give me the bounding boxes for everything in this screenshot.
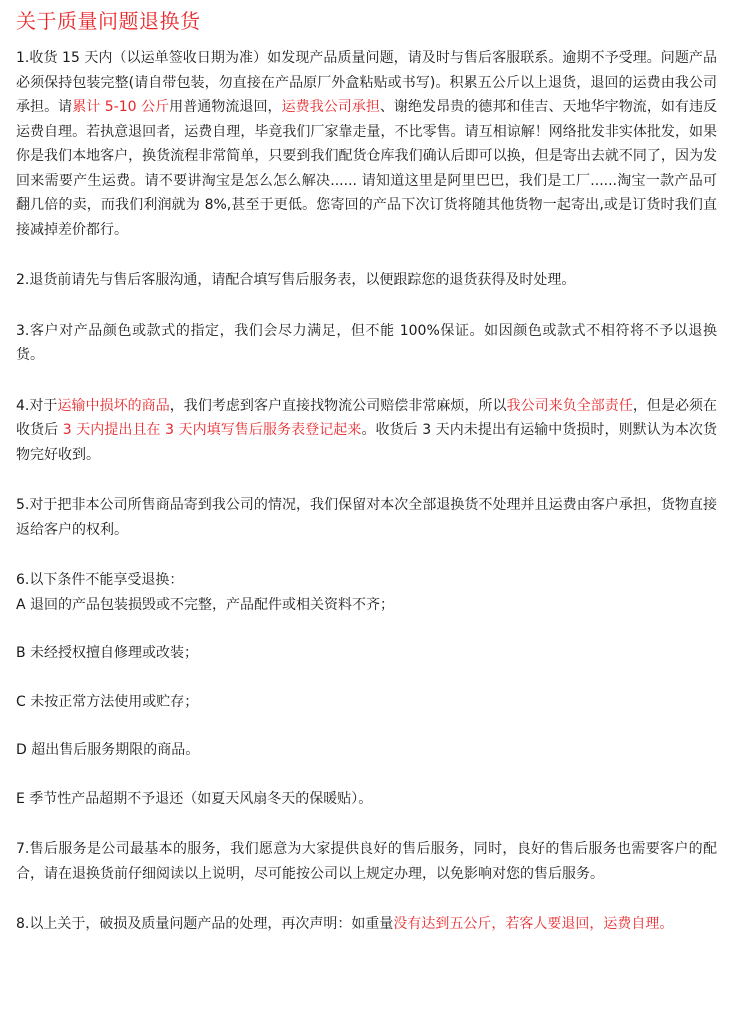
clause-6-item-a: A 退回的产品包装损毁或不完整，产品配件或相关资料不齐；: [16, 596, 395, 613]
spacer: [16, 617, 717, 641]
clause-1: [16, 46, 717, 242]
clause-6-heading: 6.以下条件不能享受退换：: [16, 572, 184, 588]
clause-5: 5.对于把非本公司所售商品寄到我公司的情况，我们保留对本次全部退换货不处理并且运费由客户承担，货物直接返给客户的权利。: [16, 497, 717, 538]
clause-6-item-d: D 超出售后服务期限的商品。: [16, 742, 200, 758]
clause-1-text-a: 1.收货 15 天内（以运单签收日期为准）如发现产品质量问题，请及时与售后客服联系。逾期不予受理。问题产品必须保持包装完整(请自带包装，勿直接在产品原厂外盒粘贴或书写)。积累五公斤以上退货，退回的运费由我公司承担。请: [16, 50, 717, 115]
clause-4-text-c: ，但是必须在收货后: [16, 397, 718, 438]
spacer: [16, 293, 717, 319]
clause-4-highlight-deadline: 3 天内提出且在 3 天内填写售后服务表登记起来: [62, 422, 362, 438]
clause-8: [16, 912, 717, 937]
spacer: [16, 467, 717, 493]
spacer: [16, 368, 717, 394]
clause-6-item-c: C 未按正常方法使用或贮存；: [16, 693, 199, 710]
clause-2: 2.退货前请先与售后客服沟通，请配合填写售后服务表，以便跟踪您的退货获得及时处理。: [16, 272, 576, 288]
spacer: [16, 763, 717, 787]
clause-1-text-b: 用普通物流退回，: [169, 99, 282, 115]
clause-1-text-c: 、谢绝发昂贵的德邦和佳吉、天地华宇物流，如有违反运费自理。若执意退回者，运费自理，毕竟我们厂家靠走量，不比零售。请互相谅解！网络批发非实体批发，如果你是我们本地客户，换货流程非常简单，只要到我们配货仓库我们确认后即可以换，但是寄出去就不同了，因为发回来需要产生运费。请不要讲淘宝是怎么怎么解决...... 请知道这里是阿里巴巴，我们是工厂......淘宝一款产品可翻几倍的卖，而我们利润就为 8%,甚至于更低。您寄回的产品下次订货将随其他货物一起寄出,或是订货时我们直接减掉差价都行。: [16, 99, 718, 238]
clause-4-text-a: 4.对于: [16, 397, 58, 414]
spacer: [16, 542, 717, 568]
spacer: [16, 714, 717, 738]
clause-4-text-b: ，我们考虑到客户直接找物流公司赔偿非常麻烦，所以: [169, 397, 507, 414]
clause-7: 7.售后服务是公司最基本的服务，我们愿意为大家提供良好的售后服务，同时，良好的售后服务也需要客户的配合，请在退换货前仔细阅读以上说明，尽可能按公司以上规定办理，以免影响对您的售后服务。: [16, 841, 717, 882]
clause-4-highlight-damaged: 运输中损坏的商品: [57, 397, 170, 414]
clause-4: [16, 394, 717, 468]
clause-6-item-b: B 未经授权擅自修理或改装；: [16, 645, 199, 661]
spacer: [16, 666, 717, 690]
page-title: 关于质量问题退换货: [16, 9, 201, 33]
clause-6-item-e: E 季节性产品超期不予退还（如夏天风扇冬天的保暖贴）。: [16, 790, 373, 807]
clause-4-highlight-responsibility: 我公司来负全部责任: [506, 397, 633, 414]
clause-8-highlight: 没有达到五公斤，若客人要退回，运费自理。: [393, 916, 674, 932]
clause-3: 3.客户对产品颜色或款式的指定，我们会尽力满足，但不能 100%保证。如因颜色或款式不相符将不予以退换货。: [16, 322, 717, 363]
clause-4-text-d: 。收货后 3 天内未提出有运输中货损时，则默认为本次货物完好收到。: [16, 422, 717, 463]
clause-8-text: 8.以上关于，破损及质量问题产品的处理，再次声明：如重量: [16, 916, 394, 932]
spacer: [16, 886, 717, 912]
clause-1-highlight-weight: 累计 5-10 公斤: [72, 99, 170, 115]
clause-1-highlight-freight: 运费我公司承担: [281, 99, 380, 115]
spacer: [16, 811, 717, 837]
spacer: [16, 242, 717, 268]
